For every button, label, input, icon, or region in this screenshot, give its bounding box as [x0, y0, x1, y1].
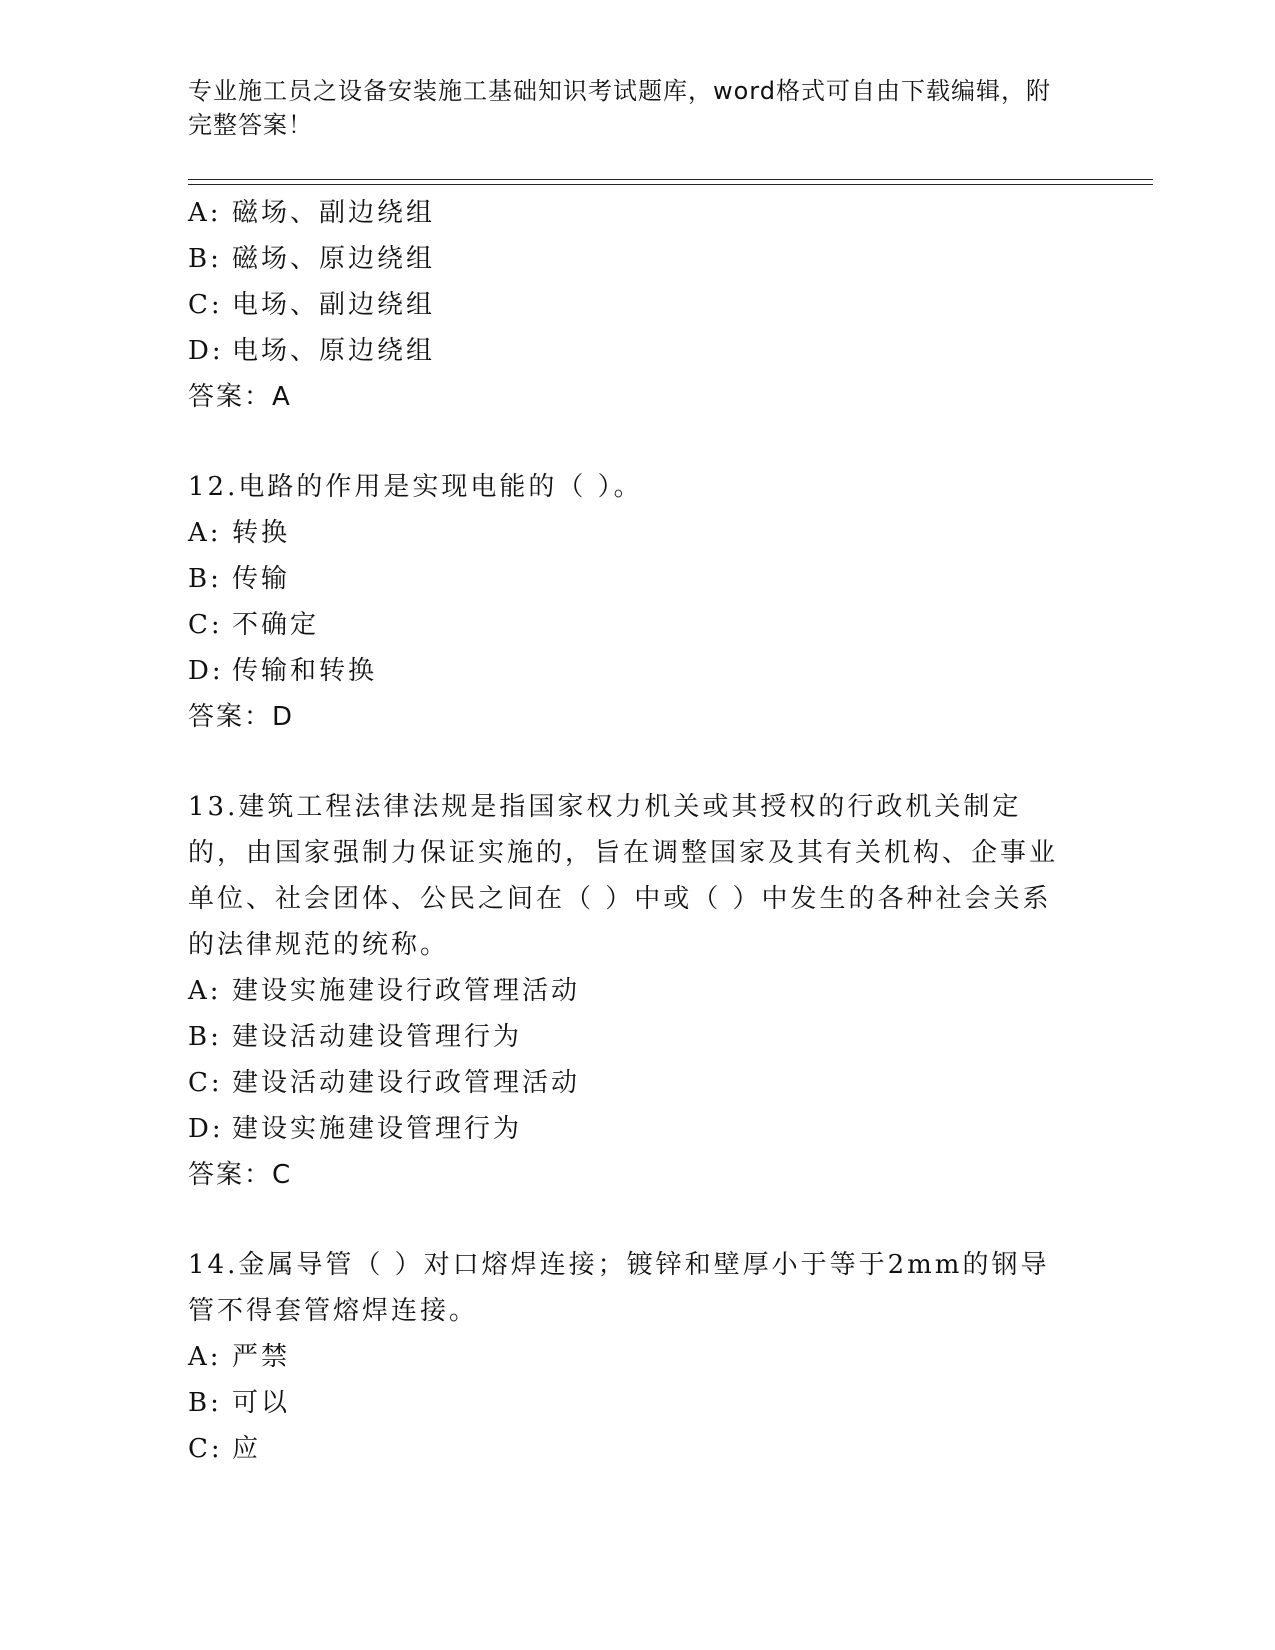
- question-13-block: [188, 784, 1068, 1198]
- option-c: [188, 602, 1068, 648]
- option-key: B:: [188, 1388, 222, 1418]
- option-text: 转换: [232, 518, 291, 548]
- question-list: [188, 190, 1068, 1472]
- option-key: B:: [188, 244, 222, 274]
- option-text: 传输: [232, 564, 291, 594]
- option-d: [188, 328, 1068, 374]
- option-text: 严禁: [232, 1342, 291, 1372]
- option-text: 建设实施建设行政管理活动: [232, 976, 581, 1006]
- option-text: 建设活动建设管理行为: [232, 1022, 523, 1052]
- option-a: [188, 510, 1068, 556]
- option-d: [188, 1106, 1068, 1152]
- option-key: C:: [188, 610, 223, 640]
- option-text: 不确定: [232, 610, 320, 640]
- option-text: 可以: [232, 1388, 291, 1418]
- option-c: [188, 1060, 1068, 1106]
- option-b: [188, 556, 1068, 602]
- header-divider-bottom: [188, 184, 1153, 185]
- question-12-block: [188, 464, 1068, 740]
- option-d: [188, 648, 1068, 694]
- option-key: C:: [188, 1068, 223, 1098]
- option-text: 电场、原边绕组: [232, 336, 436, 366]
- option-key: C:: [188, 1434, 223, 1464]
- option-b: [188, 1380, 1068, 1426]
- question-text: 13.建筑工程法律法规是指国家权力机关或其授权的行政机关制定的，由国家强制力保证实施的，旨在调整国家及其有关机构、企事业单位、社会团体、公民之间在（ ）中或（ ）中发生的各种社会关系的法律规范的统称。: [188, 792, 1059, 960]
- option-b: [188, 1014, 1068, 1060]
- option-a: [188, 190, 1068, 236]
- option-key: C:: [188, 290, 223, 320]
- option-key: A:: [188, 518, 222, 548]
- option-a: [188, 968, 1068, 1014]
- question-11-block: [188, 190, 1068, 420]
- question-text: 14.金属导管（ ）对口熔焊连接；镀锌和壁厚小于等于2mm的钢导管不得套管熔焊连接。: [188, 1250, 1050, 1326]
- option-text: 应: [232, 1434, 262, 1464]
- option-text: 磁场、原边绕组: [232, 244, 436, 274]
- answer-line: 答案：C: [188, 1160, 293, 1190]
- option-a: [188, 1334, 1068, 1380]
- option-key: D:: [188, 656, 224, 686]
- option-text: 磁场、副边绕组: [232, 198, 436, 228]
- option-text: 建设实施建设管理行为: [232, 1114, 523, 1144]
- option-key: A:: [188, 198, 222, 228]
- question-14-block: [188, 1242, 1068, 1472]
- option-key: B:: [188, 1022, 222, 1052]
- option-b: [188, 236, 1068, 282]
- option-key: D:: [188, 1114, 224, 1144]
- question-text: 12.电路的作用是实现电能的（ ）。: [188, 472, 643, 502]
- option-key: B:: [188, 564, 222, 594]
- document-header: 专业施工员之设备安装施工基础知识考试题库，word格式可自由下载编辑，附完整答案！: [188, 77, 1051, 139]
- answer-line: 答案：A: [188, 382, 292, 412]
- option-key: D:: [188, 336, 224, 366]
- answer-line: 答案：D: [188, 702, 295, 732]
- header-divider-top: [188, 179, 1153, 180]
- option-text: 建设活动建设行政管理活动: [232, 1068, 581, 1098]
- option-text: 电场、副边绕组: [232, 290, 436, 320]
- option-c: [188, 1426, 1068, 1472]
- option-c: [188, 282, 1068, 328]
- option-key: A:: [188, 976, 222, 1006]
- option-text: 传输和转换: [232, 656, 378, 686]
- option-key: A:: [188, 1342, 222, 1372]
